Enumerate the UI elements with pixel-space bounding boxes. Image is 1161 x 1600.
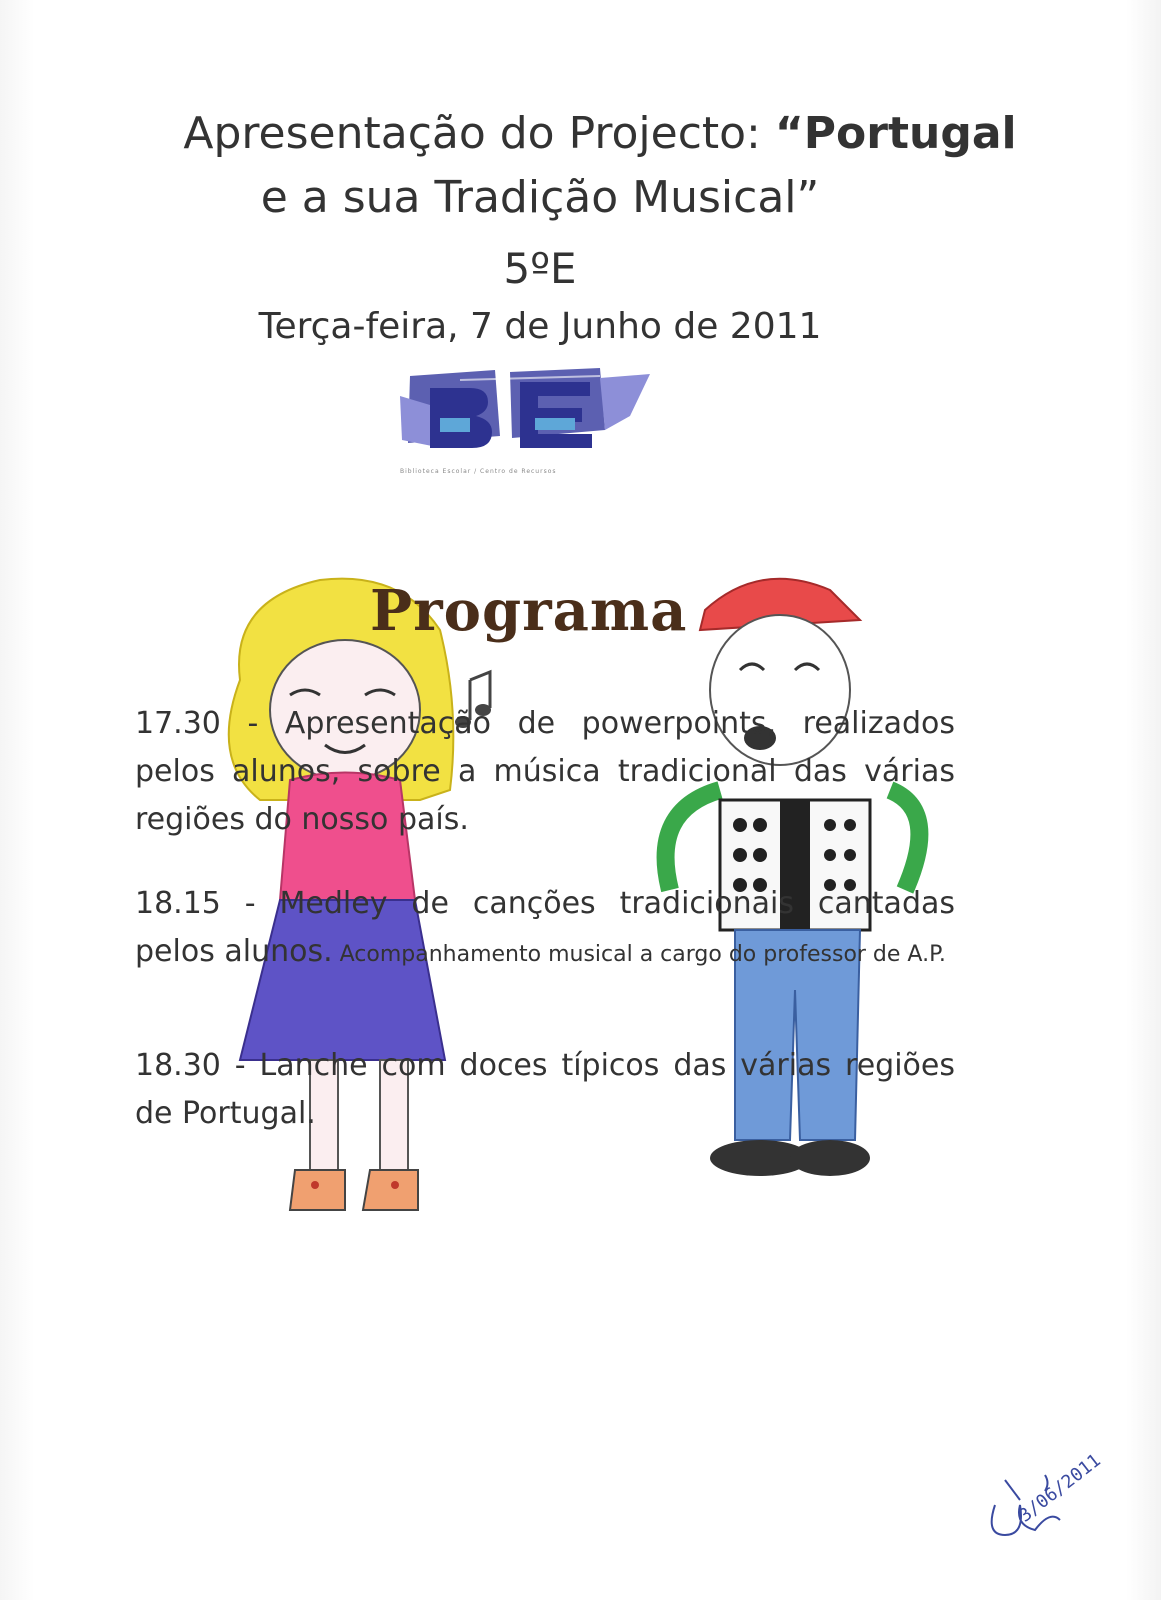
logo-caption: Biblioteca Escolar / Centro de Recursos — [400, 468, 557, 474]
program-item-1730 — [135, 700, 955, 844]
program-item-1815 — [135, 880, 955, 979]
signature-date: 3/06/2011 — [1015, 1449, 1105, 1527]
event-date: Terça-feira, 7 de Junho de 2011 — [258, 306, 822, 347]
title-bold-part: “Portugal — [774, 108, 1017, 159]
class-label: 5ºE — [503, 244, 577, 293]
title-prefix: Apresentação do Projecto: — [183, 108, 775, 159]
programa-heading: Programa — [370, 578, 688, 644]
program-item-note: Acompanhamento musical a cargo do professor de A.P. — [332, 942, 946, 967]
program-item-text: 18.30 - Lanche com doces típicos das várias regiões de Portugal. — [135, 1048, 955, 1131]
be-logo — [400, 368, 670, 478]
program-item-text: 17.30 - Apresentação de powerpoints, realizados pelos alunos, sobre a música tradicional das várias regiões do nosso país. — [135, 706, 955, 837]
title-line-1 — [60, 108, 1140, 161]
title-line-2: e a sua Tradição Musical” — [260, 172, 820, 223]
program-item-text: 18.15 - Medley de canções tradicionais cantadas pelos alunos. — [135, 886, 955, 969]
program-item-1830 — [135, 1042, 955, 1138]
